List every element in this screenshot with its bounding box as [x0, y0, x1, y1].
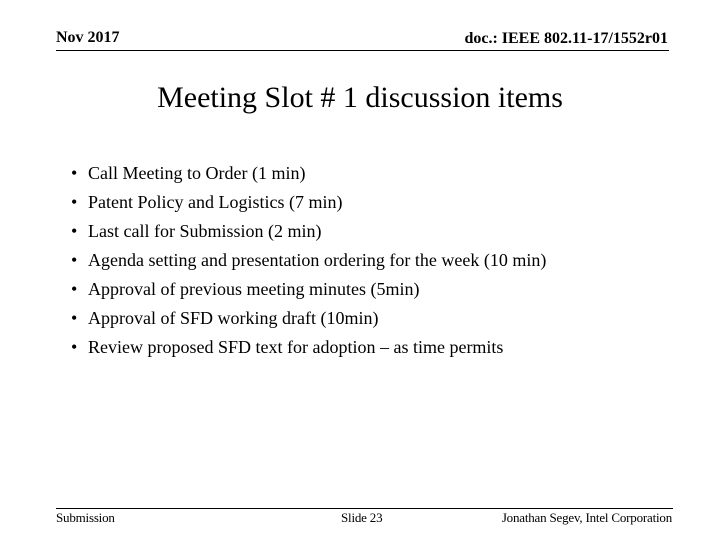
agenda-item-text: Agenda setting and presentation ordering for the week (10 min) — [88, 250, 547, 270]
slide-title: Meeting Slot # 1 discussion items — [157, 81, 563, 114]
bullet-icon: • — [71, 221, 78, 241]
agenda-item — [71, 159, 546, 188]
agenda-bullet-list — [71, 159, 546, 362]
agenda-item — [71, 275, 546, 304]
footer-divider — [56, 508, 673, 509]
bullet-icon: • — [71, 192, 78, 212]
agenda-item — [71, 333, 546, 362]
bullet-icon: • — [71, 279, 78, 299]
header-document-id: doc.: IEEE 802.11-17/1552r01 — [464, 30, 668, 47]
agenda-item-text: Last call for Submission (2 min) — [88, 221, 322, 241]
bullet-icon: • — [71, 250, 78, 270]
agenda-item-text: Review proposed SFD text for adoption – as time permits — [88, 337, 504, 357]
bullet-icon: • — [71, 163, 78, 183]
header-divider — [56, 50, 669, 51]
footer-author: Jonathan Segev, Intel Corporation — [501, 510, 672, 525]
header-date: Nov 2017 — [56, 29, 120, 46]
bullet-icon: • — [71, 337, 78, 357]
footer-slide-number: Slide 23 — [341, 510, 383, 525]
agenda-item — [71, 304, 546, 333]
agenda-item-text: Call Meeting to Order (1 min) — [88, 163, 306, 183]
agenda-item — [71, 246, 546, 275]
agenda-item-text: Patent Policy and Logistics (7 min) — [88, 192, 343, 212]
footer-submission-label: Submission — [56, 510, 115, 525]
agenda-item — [71, 217, 546, 246]
agenda-item-text: Approval of previous meeting minutes (5min) — [88, 279, 420, 299]
agenda-item-text: Approval of SFD working draft (10min) — [88, 308, 379, 328]
bullet-icon: • — [71, 308, 78, 328]
agenda-item — [71, 188, 546, 217]
